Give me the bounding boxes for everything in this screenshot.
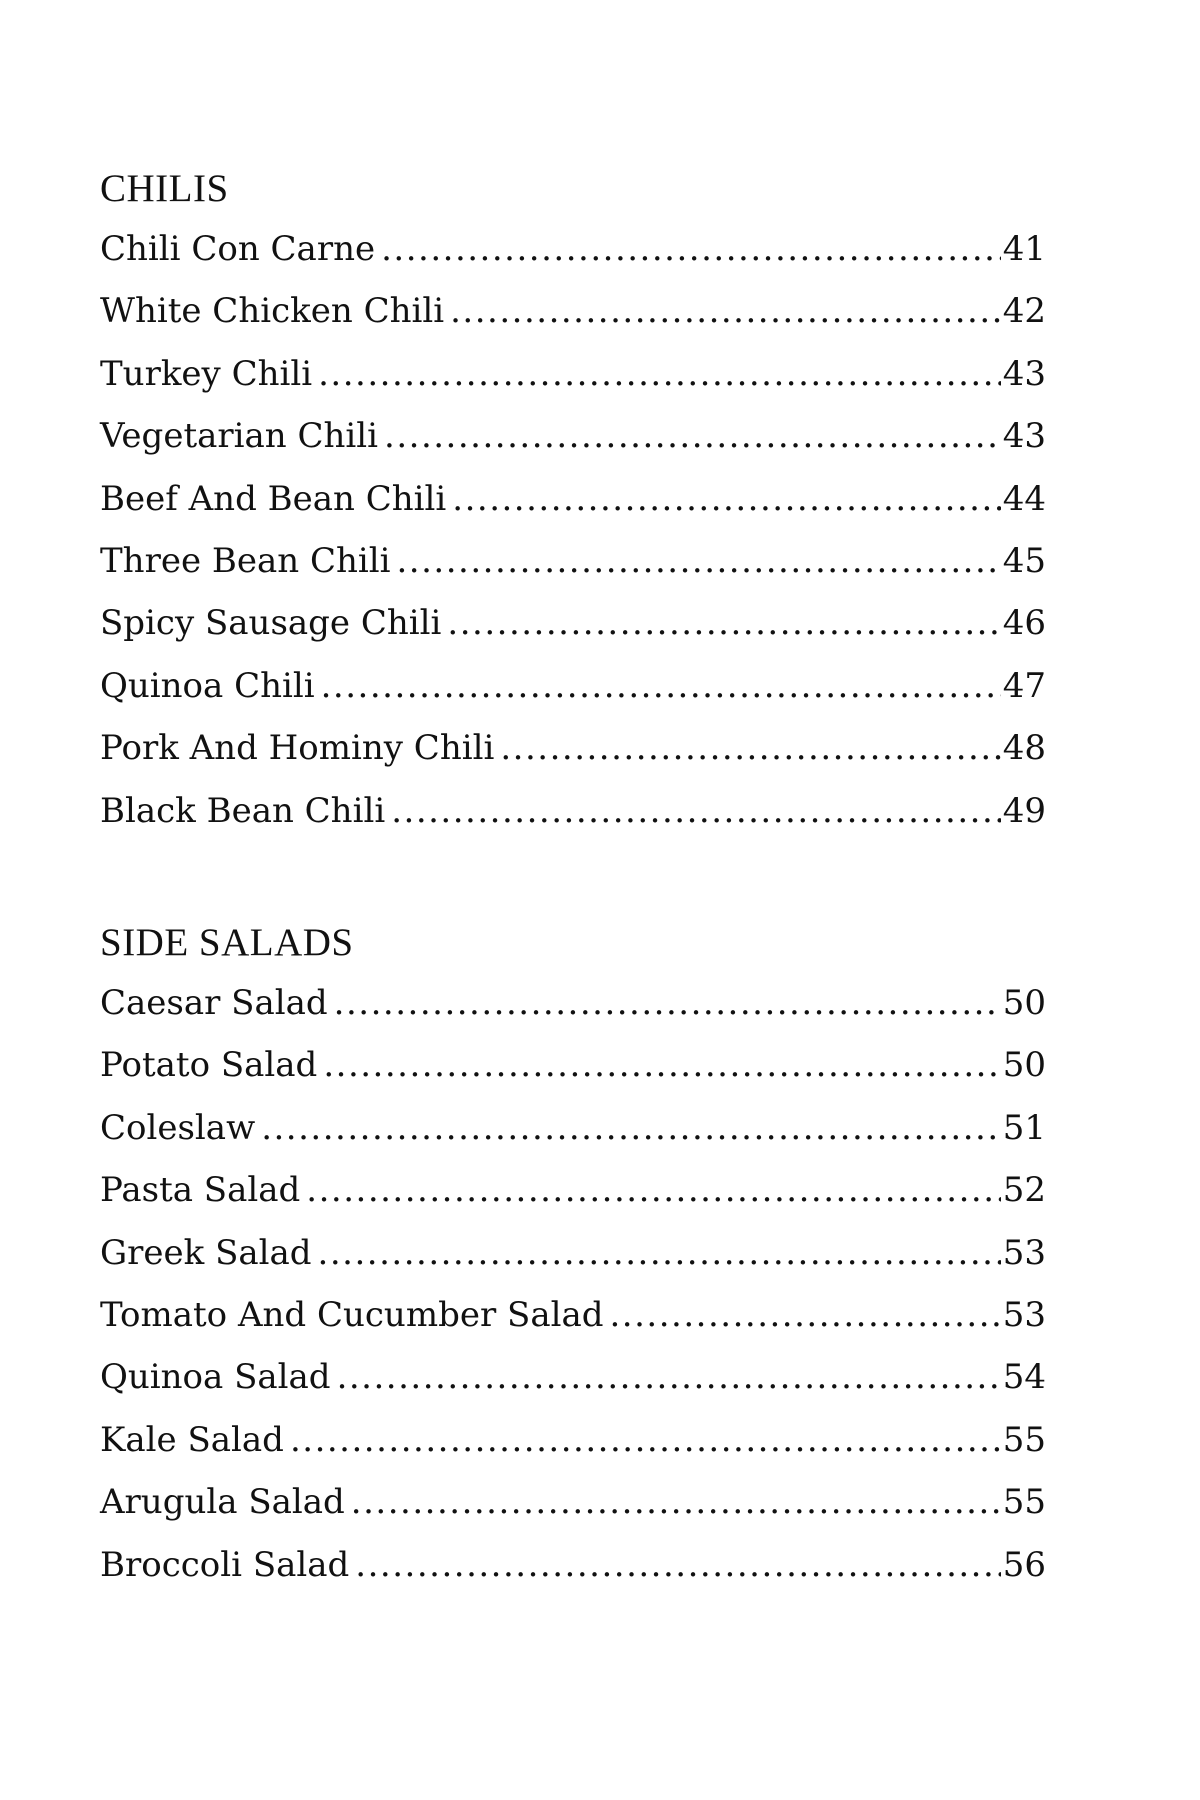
toc-entry xyxy=(100,530,1046,592)
toc-entry-page-number: 50 xyxy=(1002,983,1046,1023)
toc-entry-page-number: 50 xyxy=(1002,1045,1046,1086)
dot-leader xyxy=(318,1222,1001,1284)
toc-entry-page-number: 54 xyxy=(1002,1357,1046,1398)
toc-entry-list xyxy=(100,218,1046,842)
dot-leader xyxy=(323,1034,1000,1096)
toc-entry-page-number: 53 xyxy=(1002,1294,1046,1335)
toc-entry xyxy=(100,1534,1046,1596)
toc-entry-page-number: 45 xyxy=(1002,540,1046,581)
dot-leader xyxy=(334,972,1001,1034)
toc-entry-title: Arugula Salad xyxy=(100,1482,345,1523)
toc-entry-title: Coleslaw xyxy=(100,1107,256,1148)
toc-entry xyxy=(100,468,1046,530)
toc-entry xyxy=(100,655,1046,717)
toc-entry xyxy=(100,1034,1046,1096)
dot-leader xyxy=(391,780,1001,842)
toc-entry xyxy=(100,1471,1046,1533)
toc-entry-page-number: 52 xyxy=(1002,1170,1046,1211)
dot-leader xyxy=(321,655,1001,717)
toc-entry xyxy=(100,1346,1046,1408)
dot-leader xyxy=(381,218,1001,280)
toc-section-chilis xyxy=(100,160,1046,842)
dot-leader xyxy=(290,1409,1001,1471)
dot-leader xyxy=(397,530,1001,592)
toc-entry-title: Pasta Salad xyxy=(100,1170,301,1211)
toc-entry xyxy=(100,1284,1046,1346)
toc-entry-title: Quinoa Chili xyxy=(100,665,315,706)
dot-leader xyxy=(610,1284,1001,1346)
toc-entry-page-number: 46 xyxy=(1002,603,1046,644)
toc-entry-page-number: 44 xyxy=(1002,478,1046,519)
toc-entry-title: Three Bean Chili xyxy=(100,540,391,581)
toc-entry xyxy=(100,1222,1046,1284)
toc-entry-page-number: 43 xyxy=(1002,353,1046,394)
toc-entry-title: Kale Salad xyxy=(100,1419,284,1460)
dot-leader xyxy=(306,1159,1000,1221)
toc-entry xyxy=(100,1097,1046,1159)
toc-entry-page-number: 42 xyxy=(1002,291,1046,332)
toc-entry-page-number: 56 xyxy=(1002,1544,1046,1585)
toc-entry-page-number: 47 xyxy=(1002,665,1046,706)
toc-entry-page-number: 55 xyxy=(1002,1482,1046,1523)
toc-entry-title: Chili Con Carne xyxy=(100,229,376,269)
dot-leader xyxy=(337,1346,1001,1408)
toc-entry-title: White Chicken Chili xyxy=(100,291,445,332)
toc-entry-title: Quinoa Salad xyxy=(100,1357,331,1398)
toc-entry-title: Greek Salad xyxy=(100,1232,312,1273)
dot-leader xyxy=(261,1097,1001,1159)
dot-leader xyxy=(384,405,1001,467)
toc-section-side-salads xyxy=(100,914,1046,1596)
toc-entry-title: Broccoli Salad xyxy=(100,1544,350,1585)
toc-entry-title: Potato Salad xyxy=(100,1045,318,1086)
toc-entry-page-number: 43 xyxy=(1002,416,1046,457)
dot-leader xyxy=(318,343,1001,405)
toc-entry-page-number: 49 xyxy=(1002,790,1046,831)
section-heading: CHILIS xyxy=(100,167,229,210)
toc-entry-page-number: 41 xyxy=(1002,229,1046,269)
toc-entry-list xyxy=(100,972,1046,1596)
toc-entry-page-number: 51 xyxy=(1002,1107,1046,1148)
toc-entry xyxy=(100,972,1046,1034)
toc-entry xyxy=(100,218,1046,280)
dot-leader xyxy=(351,1471,1001,1533)
toc-entry xyxy=(100,717,1046,779)
toc-entry-title: Spicy Sausage Chili xyxy=(100,603,442,644)
toc-entry xyxy=(100,1409,1046,1471)
toc-entry-title: Pork And Hominy Chili xyxy=(100,728,495,769)
toc-entry-title: Black Bean Chili xyxy=(100,790,386,831)
toc-entry-title: Tomato And Cucumber Salad xyxy=(100,1294,604,1335)
toc-entry-title: Turkey Chili xyxy=(100,353,313,394)
toc-entry-page-number: 53 xyxy=(1002,1232,1046,1273)
dot-leader xyxy=(355,1534,1000,1596)
section-heading: SIDE SALADS xyxy=(100,921,354,964)
toc-entry xyxy=(100,780,1046,842)
toc-entry-title: Vegetarian Chili xyxy=(100,416,379,457)
toc-entry-title: Caesar Salad xyxy=(100,983,328,1023)
dot-leader xyxy=(452,468,1000,530)
toc-entry xyxy=(100,343,1046,405)
toc-entry xyxy=(100,280,1046,342)
toc-entry xyxy=(100,592,1046,654)
dot-leader xyxy=(447,592,1000,654)
toc-entry xyxy=(100,405,1046,467)
toc-entry xyxy=(100,1159,1046,1221)
toc-entry-title: Beef And Bean Chili xyxy=(100,478,447,519)
dot-leader xyxy=(500,717,1000,779)
toc-entry-page-number: 55 xyxy=(1002,1419,1046,1460)
dot-leader xyxy=(450,280,1001,342)
toc-entry-page-number: 48 xyxy=(1002,728,1046,769)
